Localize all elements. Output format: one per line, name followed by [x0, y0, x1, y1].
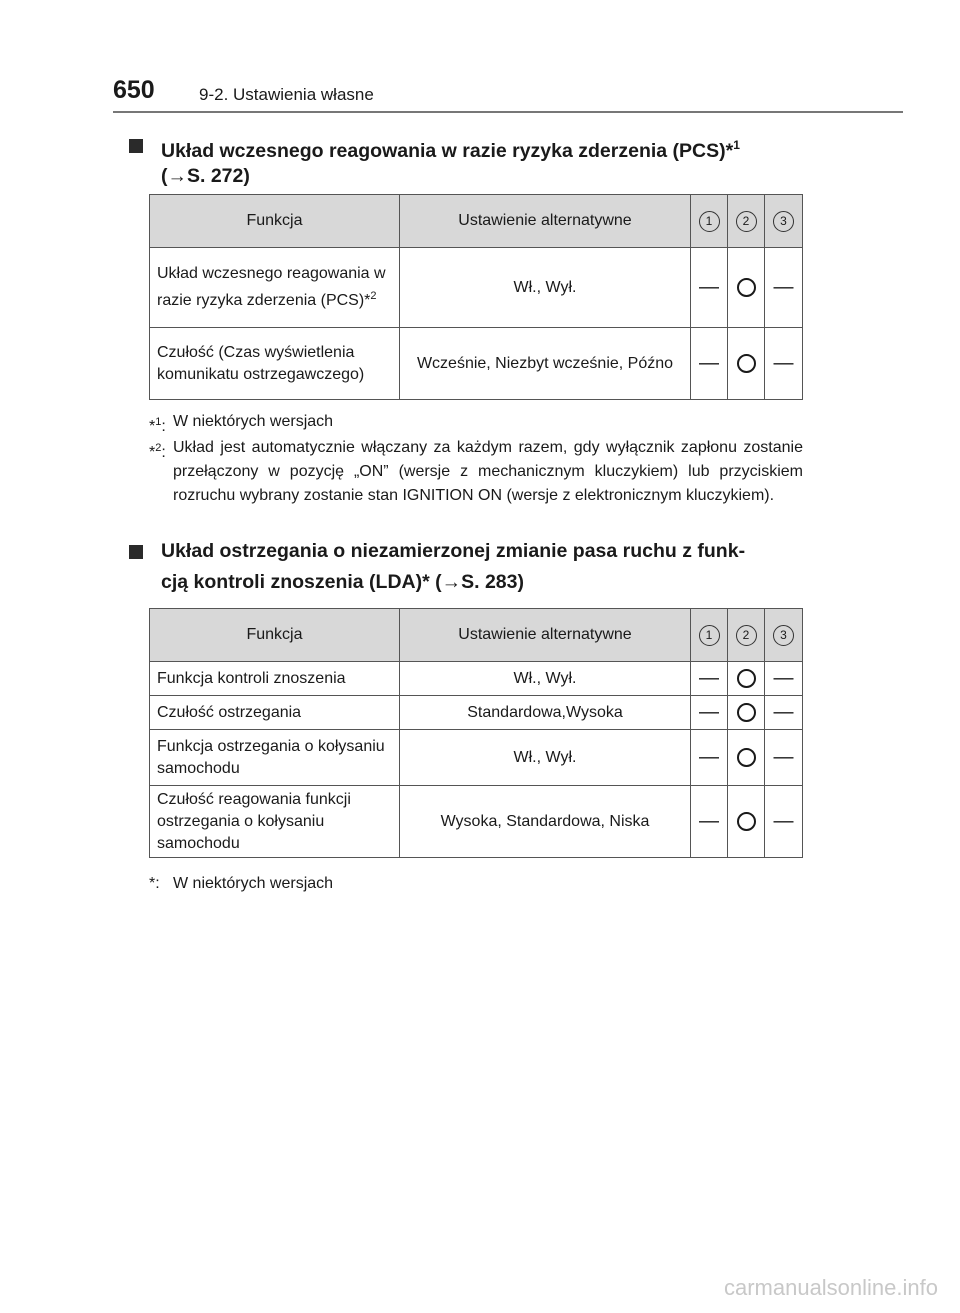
footnote-1: *$^1$: W niektórych wersjach — [149, 410, 803, 434]
footnote-text: W niektórych wersjach — [173, 413, 334, 430]
lda-heading-text: Układ ostrzegania o niezamierzonej zmianie pasa ruchu z funk- — [161, 540, 746, 562]
footnote-3 — [149, 872, 803, 896]
row-function: Czułość ostrzegania — [150, 696, 400, 730]
pcs-heading-text: Układ wczesnego reagowania w razie ryzyka zderzenia (PCS)* — [161, 140, 734, 162]
row-alternative: Wł., Wył. — [400, 730, 691, 786]
table-row — [150, 696, 803, 730]
dash-mark: — — [773, 701, 794, 723]
table-row — [150, 786, 803, 858]
watermark: carmanualsonline.info — [723, 1275, 938, 1300]
header-col-3: 3 — [773, 211, 794, 232]
page-number: 650 — [113, 76, 155, 104]
row-function: Czułość reagowania funkcji ostrzegania o kołysaniu samochodu — [150, 786, 400, 858]
circle-mark-icon — [737, 354, 756, 373]
circle-mark-icon — [737, 669, 756, 688]
dash-mark: — — [699, 810, 719, 832]
row-alternative: Wcześnie, Niezbyt wcześnie, Późno — [400, 328, 691, 400]
lda-settings-table — [149, 608, 803, 858]
lda-heading-text-continued: cją kontroli znoszenia (LDA)* (→S. 283) — [161, 571, 524, 593]
header-alternative: Ustawienie alternatywne — [400, 195, 691, 248]
row-alternative: Wł., Wył. — [400, 248, 691, 328]
dash-mark: — — [773, 276, 794, 298]
row-alternative: Wysoka, Standardowa, Niska — [400, 786, 691, 858]
footnote-asterisk: *: — [149, 875, 160, 892]
dash-mark: — — [699, 746, 719, 768]
dash-mark: — — [773, 746, 794, 768]
table-row — [150, 662, 803, 696]
header-col-1: 1 — [699, 625, 720, 646]
row-alternative: Wł., Wył. — [400, 662, 691, 696]
header-col-3: 3 — [773, 625, 794, 646]
dash-mark: — — [773, 810, 794, 832]
row-alternative: Standardowa,Wysoka — [400, 696, 691, 730]
dash-mark: — — [699, 352, 719, 374]
footnote-marker: 2 — [370, 290, 377, 302]
circle-mark-icon — [737, 812, 756, 831]
square-bullet-icon — [129, 139, 143, 153]
footnote-2: *$^2$: Układ jest automatycznie włączany za każdym razem, gdy wyłącznik zapłonu zostanie przełączony w pozycję „ON” (wersje z mechanicznym kluczykiem) lub przyciskiem rozruchu wybrany zostanie stan IGNITION ON (wersje z elektronicznym kluczykiem). — [149, 436, 803, 508]
footnote-number: 2 — [155, 442, 162, 454]
pcs-page-reference: (→S. 272) — [161, 165, 250, 187]
table-header-row — [150, 609, 803, 662]
footnote-number: 1 — [155, 416, 162, 428]
dash-mark: — — [699, 667, 719, 689]
circle-mark-icon — [737, 703, 756, 722]
table-row — [150, 248, 803, 328]
header-col-2: 2 — [736, 625, 757, 646]
header-col-2: 2 — [736, 211, 757, 232]
footnote-text: Układ jest automatycznie włączany za każdym razem, gdy wyłącznik zapłonu zostanie przełączony w pozycję „ON” (wersje z mechanicznym kluczykiem) lub przyciskiem rozruchu wybrany zostanie stan IGNITION ON (wersje z elektronicznym kluczykiem). — [173, 439, 803, 504]
row-function: Czułość (Czas wyświetlenia komunikatu ostrzegawczego) — [150, 328, 400, 400]
footnote-asterisk: * — [149, 444, 156, 461]
header-divider — [113, 111, 903, 113]
dash-mark: — — [699, 276, 719, 298]
square-bullet-icon — [129, 545, 143, 559]
footnote-asterisk: * — [149, 418, 156, 435]
section-title: 9-2. Ustawienia własne — [199, 85, 374, 104]
header-alternative: Ustawienie alternatywne — [400, 609, 691, 662]
table-row — [150, 328, 803, 400]
circle-mark-icon — [737, 278, 756, 297]
header-col-1: 1 — [699, 211, 720, 232]
footnote-text: W niektórych wersjach — [173, 875, 334, 892]
dash-mark: — — [773, 352, 794, 374]
row-function: Układ wczesnego reagowania w razie ryzyka zderzenia (PCS)* — [157, 265, 386, 309]
dash-mark: — — [699, 701, 719, 723]
row-function: Funkcja ostrzegania o kołysaniu samochodu — [150, 730, 400, 786]
table-header-row — [150, 195, 803, 248]
pcs-settings-table — [149, 194, 803, 400]
footnote-marker: 1 — [733, 138, 740, 152]
circle-mark-icon — [737, 748, 756, 767]
page-header — [113, 76, 903, 116]
header-function: Funkcja — [150, 195, 400, 248]
row-function: Funkcja kontroli znoszenia — [150, 662, 400, 696]
table-row — [150, 730, 803, 786]
dash-mark: — — [773, 667, 794, 689]
header-function: Funkcja — [150, 609, 400, 662]
